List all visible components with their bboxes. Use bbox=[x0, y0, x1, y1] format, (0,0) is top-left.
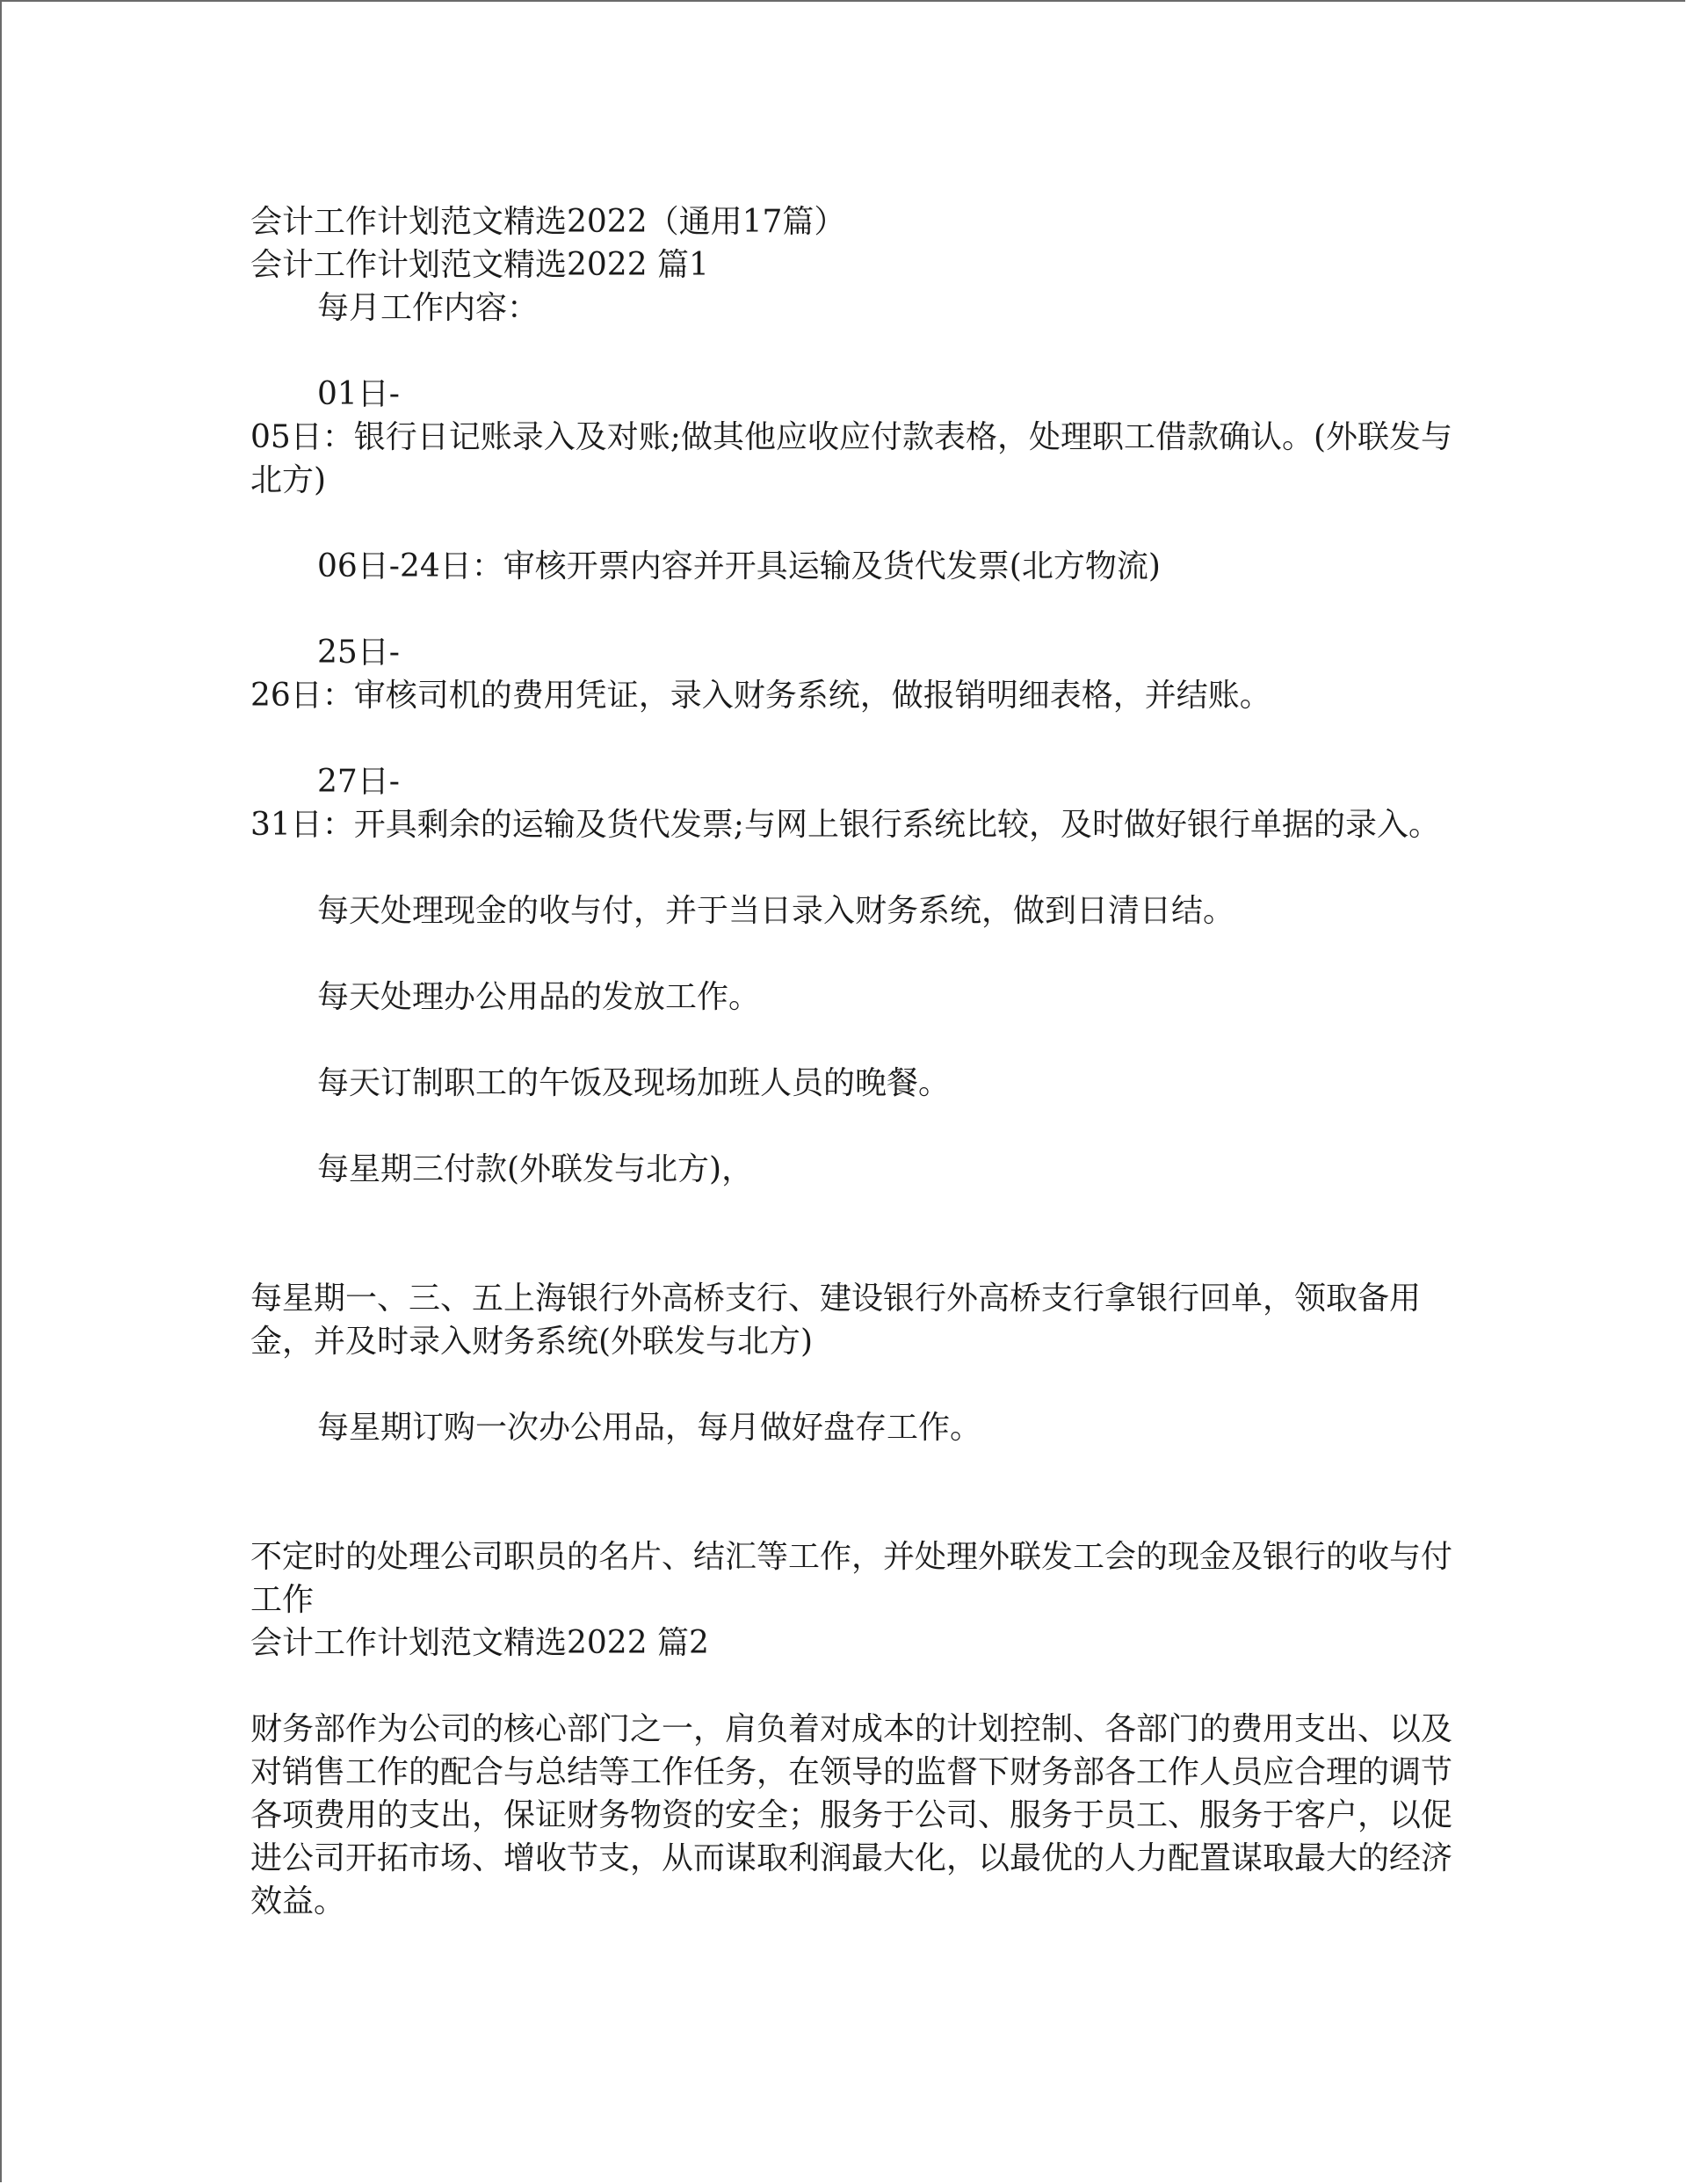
irregular-paragraph: 不定时的处理公司职员的名片、结汇等工作，并处理外联发工会的现金及银行的收与付工作 bbox=[250, 1539, 1453, 1618]
weekly-bank-paragraph: 每星期一、三、五上海银行外高桥支行、建设银行外高桥支行拿银行回单，领取备用金，并及时录入财务系统(外联发与北方) bbox=[250, 1281, 1422, 1360]
section-heading-1: 会计工作计划范文精选2022 篇1 bbox=[250, 247, 709, 283]
item-text: 06日-24日：审核开票内容并开具运输及货代发票(北方物流) bbox=[317, 548, 1161, 584]
weekly-supplies-paragraph: 每星期订购一次办公用品，每月做好盘存工作。 bbox=[317, 1410, 982, 1446]
daily-item: 每天处理现金的收与付，并于当日录入财务系统，做到日清日结。 bbox=[317, 893, 1235, 929]
daily-item: 每星期三付款(外联发与北方)， bbox=[317, 1151, 754, 1187]
item-text: 26日：审核司机的费用凭证，录入财务系统，做报销明细表格，并结账。 bbox=[250, 678, 1271, 714]
document-body bbox=[250, 200, 1454, 1923]
item-date-start: 25日- bbox=[317, 635, 400, 671]
daily-item: 每天处理办公用品的发放工作。 bbox=[317, 979, 761, 1015]
item-date-start: 27日- bbox=[317, 764, 400, 800]
document-title: 会计工作计划范文精选2022（通用17篇） bbox=[250, 204, 846, 240]
daily-item: 每天订制职工的午饭及现场加班人员的晚餐。 bbox=[317, 1065, 951, 1101]
item-text: 31日：开具剩余的运输及货代发票;与网上银行系统比较，及时做好银行单据的录入。 bbox=[250, 807, 1440, 843]
section-2-paragraph: 财务部作为公司的核心部门之一，肩负着对成本的计划控制、各部门的费用支出、以及对销售工作的配合与总结等工作任务，在领导的监督下财务部各工作人员应合理的调节各项费用的支出，保证财务物资的安全；服务于公司、服务于员工、服务于客户，以促进公司开拓市场、增收节支，从而谋取利润最大化，以最优的人力配置谋取最大的经济效益。 bbox=[250, 1711, 1453, 1919]
item-date-start: 01日- bbox=[317, 376, 400, 412]
item-text: 05日：银行日记账录入及对账;做其他应收应付款表格，处理职工借款确认。(外联发与北方) bbox=[250, 419, 1452, 498]
monthly-label: 每月工作内容： bbox=[317, 290, 539, 326]
section-heading-2: 会计工作计划范文精选2022 篇2 bbox=[250, 1625, 709, 1661]
